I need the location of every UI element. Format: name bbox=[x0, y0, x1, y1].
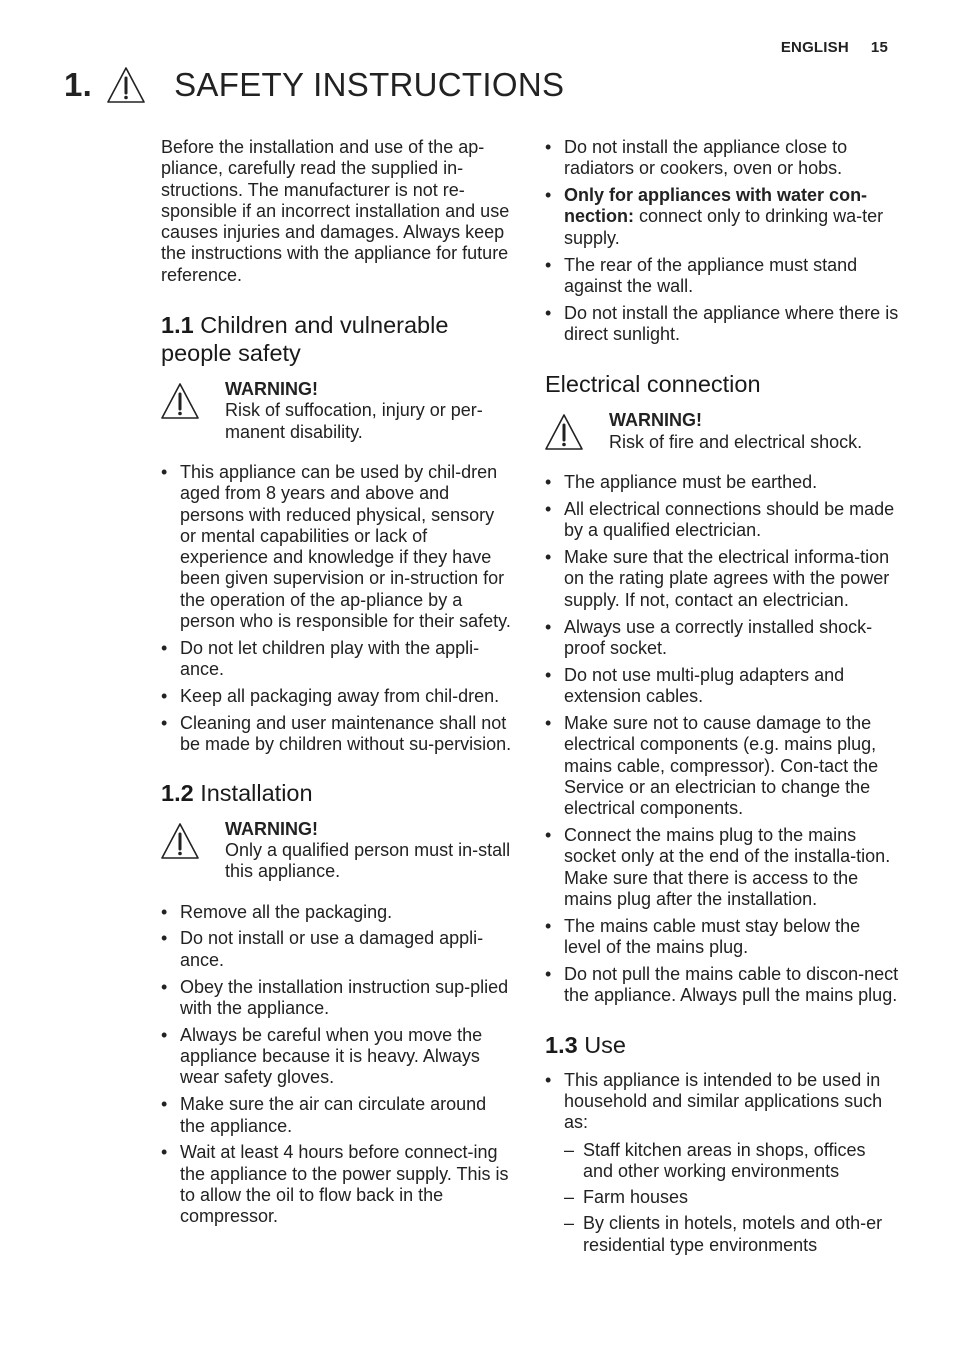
section-1-1-heading bbox=[161, 311, 513, 367]
list-item bbox=[545, 185, 900, 249]
list-item: • Obey the installation instruction sup-plied with the appliance. bbox=[161, 977, 513, 1020]
list-item-text: Do not install the appliance close to radiators or cookers, oven or hobs. bbox=[564, 137, 848, 179]
list-item: • All electrical connections should be made by a qualified electrician. bbox=[545, 499, 900, 542]
list-item bbox=[545, 255, 900, 298]
right-column bbox=[545, 137, 900, 1262]
list-item: • Do not pull the mains cable to discon-nect the appliance. Always pull the mains plug. bbox=[545, 964, 900, 1007]
list-item: • Wait at least 4 hours before connect-ing the appliance to the power supply. This is to allow the oil to flow back in the compressor. bbox=[161, 1142, 513, 1227]
list-item: • Do not install or use a damaged appli-ance. bbox=[161, 928, 513, 971]
warning-box bbox=[161, 819, 513, 883]
list-item: • Make sure not to cause damage to the electrical components (e.g. mains plug, mains cable, compressor). Con-tact the Service or an electrician to change the electrical components. bbox=[545, 713, 900, 819]
sub-list-item: – Farm houses bbox=[564, 1187, 900, 1208]
list-item-bold: Only for appliances with water con-nection: bbox=[564, 185, 868, 227]
use-list bbox=[545, 1070, 900, 1256]
page-title bbox=[64, 66, 564, 104]
list-item: • Do not let children play with the appli-ance. bbox=[161, 638, 513, 681]
list-item bbox=[545, 303, 900, 346]
list-item: • Always use a correctly installed shock-proof socket. bbox=[545, 617, 900, 660]
section-1-2-heading bbox=[161, 779, 513, 807]
list-item-text: Do not install the appliance where there is direct sunlight. bbox=[564, 302, 899, 345]
list-item: • This appliance can be used by chil-dren aged from 8 years and above and persons with reduced physical, sensory or mental capabilities or lack of experience and knowledge if they have been given supervision or in-struction for the operation of the ap-pliance by a person who is responsible for their safety. bbox=[161, 462, 513, 632]
page-number: 15 bbox=[870, 39, 888, 56]
installation-list-continued bbox=[545, 137, 900, 345]
list-item bbox=[545, 137, 900, 180]
sub-list-item: – Staff kitchen areas in shops, offices and other working environments bbox=[564, 1140, 900, 1183]
children-safety-list bbox=[161, 462, 513, 756]
warning-title: WARNING! bbox=[609, 410, 702, 431]
warning-box bbox=[545, 410, 900, 453]
warning-box bbox=[161, 379, 513, 443]
left-column bbox=[161, 137, 513, 1233]
section-title: Children and vulnerable people safety bbox=[161, 312, 449, 367]
section-title: Installation bbox=[200, 779, 313, 806]
list-item: • Connect the mains plug to the mains socket only at the end of the installa-tion. Make sure that there is access to the mains plug after the installation. bbox=[545, 825, 900, 910]
list-item: • The appliance must be earthed. bbox=[545, 472, 900, 493]
sub-list-item: – By clients in hotels, motels and oth-er residential type environments bbox=[564, 1213, 900, 1256]
section-number: 1.3 bbox=[545, 1031, 578, 1058]
list-item: • Always be careful when you move the appliance because it is heavy. Always wear safety gloves. bbox=[161, 1025, 513, 1089]
use-sublist bbox=[564, 1140, 900, 1256]
electrical-heading: Electrical connection bbox=[545, 371, 761, 398]
list-item-text: connect only to drinking wa-ter supply. bbox=[564, 206, 884, 248]
list-item: • Remove all the packaging. bbox=[161, 902, 513, 923]
title-text: SAFETY INSTRUCTIONS bbox=[174, 66, 565, 103]
list-item: • Cleaning and user maintenance shall not be made by children without su-pervision. bbox=[161, 713, 513, 756]
warning-icon bbox=[160, 382, 200, 425]
list-item-text: The rear of the appliance must stand against the wall. bbox=[564, 254, 858, 296]
header-language: ENGLISH bbox=[780, 39, 849, 56]
section-number: 1.2 bbox=[161, 779, 194, 806]
list-item bbox=[545, 1070, 900, 1256]
installation-list bbox=[161, 902, 513, 1228]
title-number: 1. bbox=[64, 66, 93, 103]
intro-paragraph: Before the installation and use of the ap-pliance, carefully read the supplied in-structions. The manufacturer is not re-sponsible if an incorrect installation and use causes injuries and damages. Always keep the instructions with the appliance for future reference. bbox=[161, 137, 510, 285]
warning-title: WARNING! bbox=[225, 818, 318, 839]
electrical-list bbox=[545, 472, 900, 1007]
list-item: • The mains cable must stay below the level of the mains plug. bbox=[545, 916, 900, 959]
warning-icon bbox=[160, 822, 200, 865]
warning-triangle-icon bbox=[106, 66, 146, 104]
list-item: • Keep all packaging away from chil-dren. bbox=[161, 686, 513, 707]
warning-text: Only a qualified person must in-stall this appliance. bbox=[225, 839, 511, 882]
warning-text: Risk of suffocation, injury or per-manent disability. bbox=[225, 400, 483, 442]
list-item: • Make sure the air can circulate around the appliance. bbox=[161, 1094, 513, 1137]
warning-icon bbox=[544, 413, 584, 456]
list-item-text: This appliance is intended to be used in household and similar applications such as: bbox=[564, 1069, 883, 1133]
section-number: 1.1 bbox=[161, 312, 194, 339]
warning-text: Risk of fire and electrical shock. bbox=[609, 431, 863, 452]
section-1-3-heading bbox=[545, 1031, 900, 1059]
list-item: • Do not use multi-plug adapters and extension cables. bbox=[545, 665, 900, 708]
page-header bbox=[781, 39, 888, 56]
section-title: Use bbox=[584, 1031, 626, 1058]
warning-title: WARNING! bbox=[225, 379, 318, 400]
list-item: • Make sure that the electrical informa-tion on the rating plate agrees with the power supply. If not, contact an electrician. bbox=[545, 547, 900, 611]
